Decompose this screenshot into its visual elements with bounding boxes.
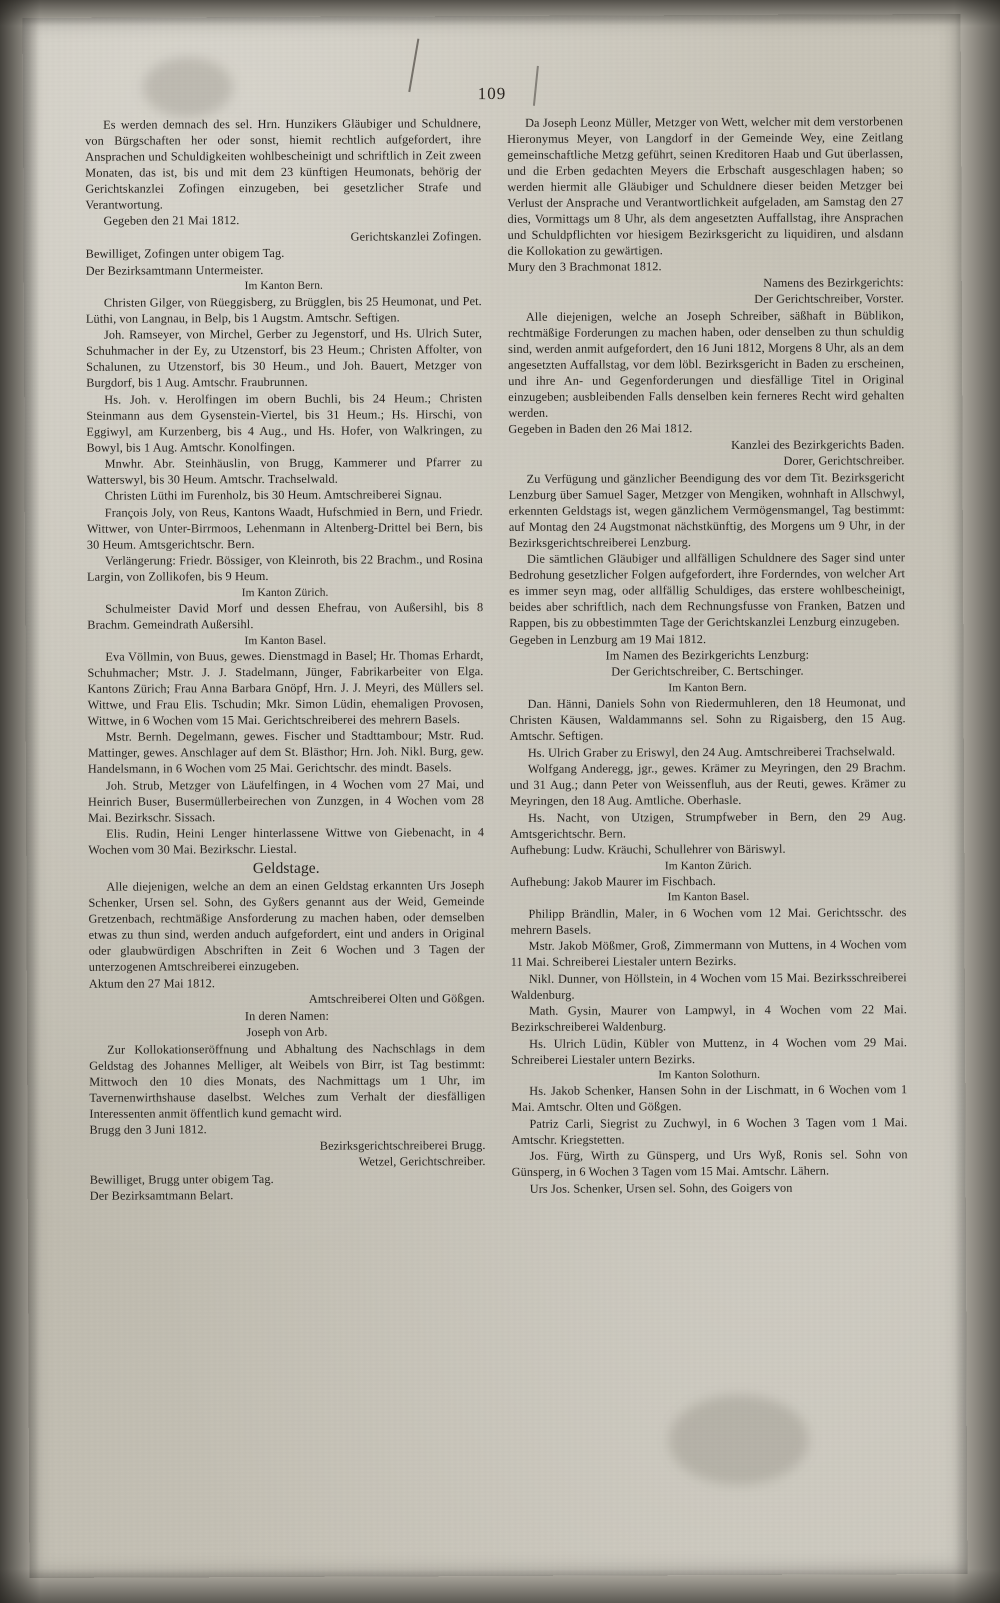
paragraph: Philipp Brändlin, Maler, in 6 Wochen vom 12 Mai. Gerichtsschr. des mehrern Basels. [510, 904, 907, 937]
paragraph: Nikl. Dunner, von Höllstein, in 4 Wochen vom 15 Mai. Bezirksschreiberei Waldenburg. [510, 969, 907, 1002]
section-heading: Geldstage. [252, 859, 320, 877]
paragraph: Zur Kollokationseröffnung und Abhaltung des Nachschlags in dem Geldstag des Johannes Melliger, alt Weibels von Birr, ist Tag bestimmt: Mittwoch den 10 dies Monats, des Nachmittags um 1 Uhr, im Tavernenwirthshause daselbst. Welches zum Verhalt der diesfälligen Interessenten anmit öffentlich kund gemacht wird. [89, 1040, 486, 1121]
paragraph-flush: Aufhebung: Ludw. Kräuchi, Schullehrer von Bäriswyl. [510, 841, 786, 858]
paragraph: Mstr. Bernh. Degelmann, gewes. Fischer und Stadttambour; Mstr. Rud. Mattinger, gewes. Anschlager auf dem St. Blästhor; Hrn. Joh. Nikl. Burg, gew. Handelsmann, in 6 Wochen vom 25 Mai. Gerichtschr. des mindt. Basels. [87, 728, 484, 777]
paragraph: Hs. Ulrich Lüdin, Kübler von Muttenz, in 4 Wochen vom 29 Mai. Schreiberei Liestaler untern Bezirks. [511, 1034, 908, 1067]
section-subheading: Im Kanton Bern. [244, 280, 323, 293]
paper-sheet [23, 14, 968, 1578]
centered-line: In deren Namen: [244, 1008, 330, 1023]
paragraph: Dan. Hänni, Daniels Sohn von Riedermuhleren, den 18 Heumonat, und Christen Käusen, Waldammanns sel. Sohn zu Rigaisberg, den 15 Aug. Amtschr. Seftigen. [509, 695, 906, 744]
paragraph: Jos. Fürg, Wirth zu Günsperg, und Urs Wyß, Ronis sel. Sohn von Günsperg, in 6 Wochen 3 Tagen vom 15 Mai. Amtschr. Lähern. [511, 1147, 908, 1180]
paragraph: Alle diejenigen, welche an dem an einen Geldstag erkannten Urs Joseph Schenker, Ursen sel. Sohn, des Gyßers genannt aus der Weid, Gemeinde Gretzenbach, rechtmäßige Ansforderung zu machen haben, oder demselben etwas zu thun sind, werden anduch aufgefordert, eint und anders in Original oder glaubwürdigen Abschriften in Zeit 6 Wochen und 3 Tagen der unterzogenen Amtschreiberei einzugeben. [88, 878, 485, 975]
paragraph: Schulmeister David Morf und dessen Ehefrau, von Außersihl, bis 8 Brachm. Gemeindrath Außersihl. [87, 600, 484, 632]
page-number: 109 [477, 83, 507, 104]
paragraph: Christen Gilger, von Rüeggisberg, zu Brügglen, bis 25 Heumonat, und Pet. Lüthi, von Langnau, in Belp, bis 1 Augstm. Amtschr. Seftigen. [85, 293, 482, 326]
paragraph: Joh. Strub, Metzger von Läufelfingen, in 4 Wochen vom 27 Mai, und Heinrich Buser, Busermüllerbeirechen von Zunzgen, in 4 Wochen vom 28 Mai. Bezirkschr. Sissach. [87, 776, 485, 825]
centered-line: Der Gerichtschreiber, C. Bertschinger. [611, 664, 804, 679]
paragraph-flush: Gegeben in Lenzburg am 19 Mai 1812. [509, 631, 707, 647]
paragraph-flush: Aufhebung: Jakob Maurer im Fischbach. [510, 873, 716, 889]
signature-line: Amtschreiberei Olten und Gößgen. [308, 991, 485, 1007]
paragraph: Zu Verfügung und gänzlicher Beendigung des vor dem Tit. Bezirksgericht Lenzburg über Samuel Sager, Metzger von Mengiken, wohnhaft in Allschwyl, erkennten Geldstags ist, wegen gänzlichem Vermögensmangel, Tag bestimmt: auf Montag den 24 Augstmonat nächstkünftig, des Morgens um 9 Uhr, in der Bezirksgerichtschreiberei Lenzburg. [508, 469, 905, 550]
signature-line: Bezirksgerichtschreiberei Brugg. [319, 1137, 486, 1153]
paragraph-flush: Bewilliget, Brugg unter obigem Tag. [89, 1171, 274, 1187]
paragraph: Mnwhr. Abr. Steinhäuslin, von Brugg, Kammerer und Pfarrer zu Watterswyl, bis 30 Heum. Amtschr. Trachselwald. [86, 455, 483, 487]
paragraph: Joh. Ramseyer, von Mirchel, Gerber zu Jegenstorf, und Hs. Ulrich Suter, Schuhmacher in der Ey, zu Utzenstorf, bis 23 Heum.; Christen Affolter, von Schalunen, zu Utzenstorf, bis 30 Heum., und Joh. Bauert, Metzger von Burgdorf, bis 1 Aug. Amtschr. Fraubrunnen. [86, 326, 483, 390]
signature-line: Dorer, Gerichtschreiber. [783, 453, 905, 468]
signature-line: Wetzel, Gerichtschreiber. [358, 1154, 486, 1169]
section-subheading: Im Kanton Basel. [667, 891, 750, 904]
section-subheading: Im Kanton Bern. [668, 681, 747, 695]
section-subheading: Im Kanton Solothurn. [658, 1068, 761, 1082]
paragraph: François Joly, von Reus, Kantons Waadt, Hufschmied in Bern, und Friedr. Wittwer, von Unter-Birrmoos, Lehenmann in Altenberg-Drittel bei Bern, bis 30 Heum. Amtsgerichtschr. Bern. [86, 504, 483, 552]
paragraph: Hs. Jakob Schenker, Hansen Sohn in der Lischmatt, in 6 Wochen vom 1 Mai. Amtschr. Olten und Gößgen. [511, 1082, 908, 1115]
paragraph-flush: Bewilliget, Zofingen unter obigem Tag. [85, 246, 285, 262]
signature-line: Kanzlei des Bezirkgerichts Baden. [731, 436, 905, 452]
paper-stain [669, 1395, 809, 1486]
paragraph: Math. Gysin, Maurer von Lampwyl, in 4 Wochen vom 22 Mai. Bezirkschreiberei Waldenburg. [510, 1002, 907, 1035]
paragraph: Hs. Nacht, von Utzigen, Strumpfweber in Bern, den 29 Aug. Amtsgerichtschr. Bern. [510, 808, 907, 841]
paragraph: Christen Lüthi im Furenholz, bis 30 Heum. Amtschreiberei Signau. [104, 487, 443, 504]
centered-line: Joseph von Arb. [246, 1025, 328, 1040]
paragraph-flush: Aktum den 27 Mai 1812. [88, 976, 216, 991]
right-column [507, 114, 908, 1203]
paragraph: Hs. Joh. v. Herolfingen im obern Buchli, bis 24 Heum.; Christen Steinmann aus dem Gysenstein-Viertel, bis 31 Heum.; Hs. Hirschi, von Eggiwyl, am Kurzenberg, bis 4 Aug., und Hs. Hofer, von Walkringen, zu Bowyl, bis 1 Aug. Amtschr. Konolfingen. [86, 390, 483, 455]
signature-line: Namens des Bezirkgerichts: [763, 275, 904, 290]
section-subheading: Im Kanton Basel. [244, 634, 327, 647]
text-columns [85, 114, 908, 1205]
paragraph: Urs Jos. Schenker, Ursen sel. Sohn, des Goigers von [529, 1180, 793, 1196]
paragraph: Die sämtlichen Gläubiger und allfälligen Schuldnere des Sager sind unter Bedrohung gesetzlicher Folgen aufgefordert, ihre Forderndes, von welcher Art es immer seyn mag, oder allfällig Schuldiges, das erstere wohlbescheinigt, beides aber schriftlich, nach dem Rechnungsfusse von Franken, Batzen und Rappen, bis zu obbestimmten Tage der Gerichtskanzlei Lenzburg einzugeben. [509, 550, 906, 630]
signature-line: Der Gerichtschreiber, Vorster. [754, 291, 904, 307]
paragraph: Da Joseph Leonz Müller, Metzger von Wett, welcher mit dem verstorbenen Hieronymus Meyer, von Langdorf in der Gemeinde Wey, eine Zeitlang gemeinschaftliche Metzg geführt, seinen Kreditoren Haab und Gut überlassen, und die Erben gedachten Meyers die Erbschaft ausgeschlagen haben; so werden hiermit alle Gläubiger und Schuldnere dieser beiden Metzger bei Verlust der Ansprache und Verantwortlichkeit aufgeladen, am Samstag den 27 dies, Vormittags um 8 Uhr, als dem angesetzten Auffallstag, ihre Ansprachen und Schuldpflichten vor hiesigem Bezirksgericht zu liquidiren, und alsdann die Kollokation zu gewärtigen. [507, 114, 904, 258]
left-column [85, 116, 486, 1205]
paragraph-flush: Der Bezirksamtmann Belart. [89, 1188, 234, 1203]
paragraph: Alle diejenigen, welche an Joseph Schreiber, säßhaft in Büblikon, rechtmäßige Forderungen zu machen haben, oder denselben zu thun schuldig sind, werden anmit aufgefordert, den 16 Juni 1812, Morgens 8 Uhr, als an dem angesetzten Auffallstag, vor dem löbl. Bezirksgericht in Baden zu erscheinen, und ihre An- und Gegenforderungen und diesfällige Titel in Original einzugeben; ausbleibenden Falls denselben kein ferneres Recht wird gehalten werden. [507, 308, 905, 420]
paragraph: Verlängerung: Friedr. Bössiger, von Kleinroth, bis 22 Brachm., und Rosina Largin, von Zollikofen, bis 9 Heum. [87, 552, 483, 585]
section-subheading: Im Kanton Zürich. [664, 859, 752, 872]
centered-line: Im Namen des Bezirkgerichts Lenzburg: [605, 647, 810, 663]
paragraph-flush: Brugg den 3 Juni 1812. [89, 1122, 207, 1137]
paragraph: Patriz Carli, Siegrist zu Zuchwyl, in 6 Wochen 3 Tagen vom 1 Mai. Amtschr. Kriegstetten. [511, 1115, 908, 1147]
paragraph: Elis. Rudin, Heini Lenger hinterlassene Wittwe von Giebenacht, in 4 Wochen vom 30 Mai. Bezirkschr. Liestal. [88, 825, 485, 858]
paragraph: Eva Völlmin, von Buus, gewes. Dienstmagd in Basel; Hr. Thomas Erhardt, Schuhmacher; Mstr. J. J. Stadelmann, Jünger, Fabrikarbeiter von Elga. Kantons Zürich; Frau Anna Barbara Gnöpf, Hrn. J. J. Meyri, des Müllers sel. Wittwe, und Frau Elis. Tschudin; Mkr. Simon Lüdin, ehemaligen Provosen, Wittwe, in 6 Wochen vom 15 Mai. Gerichtschreiberei des mehrern Basels. [87, 648, 484, 728]
paragraph-flush: Mury den 3 Brachmonat 1812. [507, 259, 662, 275]
signature-line: Gerichtskanzlei Zofingen. [350, 228, 482, 244]
paragraph: Gegeben den 21 Mai 1812. [103, 213, 240, 229]
paragraph: Wolfgang Anderegg, jgr., gewes. Krämer zu Meyringen, den 29 Brachm. und 31 Aug.; dann Peter von Weissenfluh, aus der Reuti, gewes. Krämer zu Meyringen, den 18 Aug. Amtliche. Oberhasle. [509, 760, 906, 809]
paragraph-flush: Gegeben in Baden den 26 Mai 1812. [508, 421, 693, 437]
paragraph: Es werden demnach des sel. Hrn. Hunzikers Gläubiger und Schuldnere, von Bürgschaften her oder sonst, hiemit rechtlich aufgefordert, ihre Ansprachen und Schuldigkeiten wohlbescheinigt und schriftlich in Zeit zween Monaten, das ist, bis und mit dem 23 künftigen Heumonats, behörig der Gerichtskanzlei Zofingen einzugeben, bei gesetzlicher Strafe und Verantwortung. [85, 116, 482, 212]
paragraph-flush: Der Bezirksamtmann Untermeister. [85, 262, 264, 278]
paragraph: Mstr. Jakob Mößmer, Groß, Zimmermann von Muttens, in 4 Wochen vom 11 Mai. Schreiberei Liestaler untern Bezirks. [510, 937, 907, 970]
section-subheading: Im Kanton Zürich. [241, 586, 329, 599]
paragraph: Hs. Ulrich Graber zu Eriswyl, den 24 Aug. Amtschreiberei Trachselwald. [527, 743, 896, 760]
